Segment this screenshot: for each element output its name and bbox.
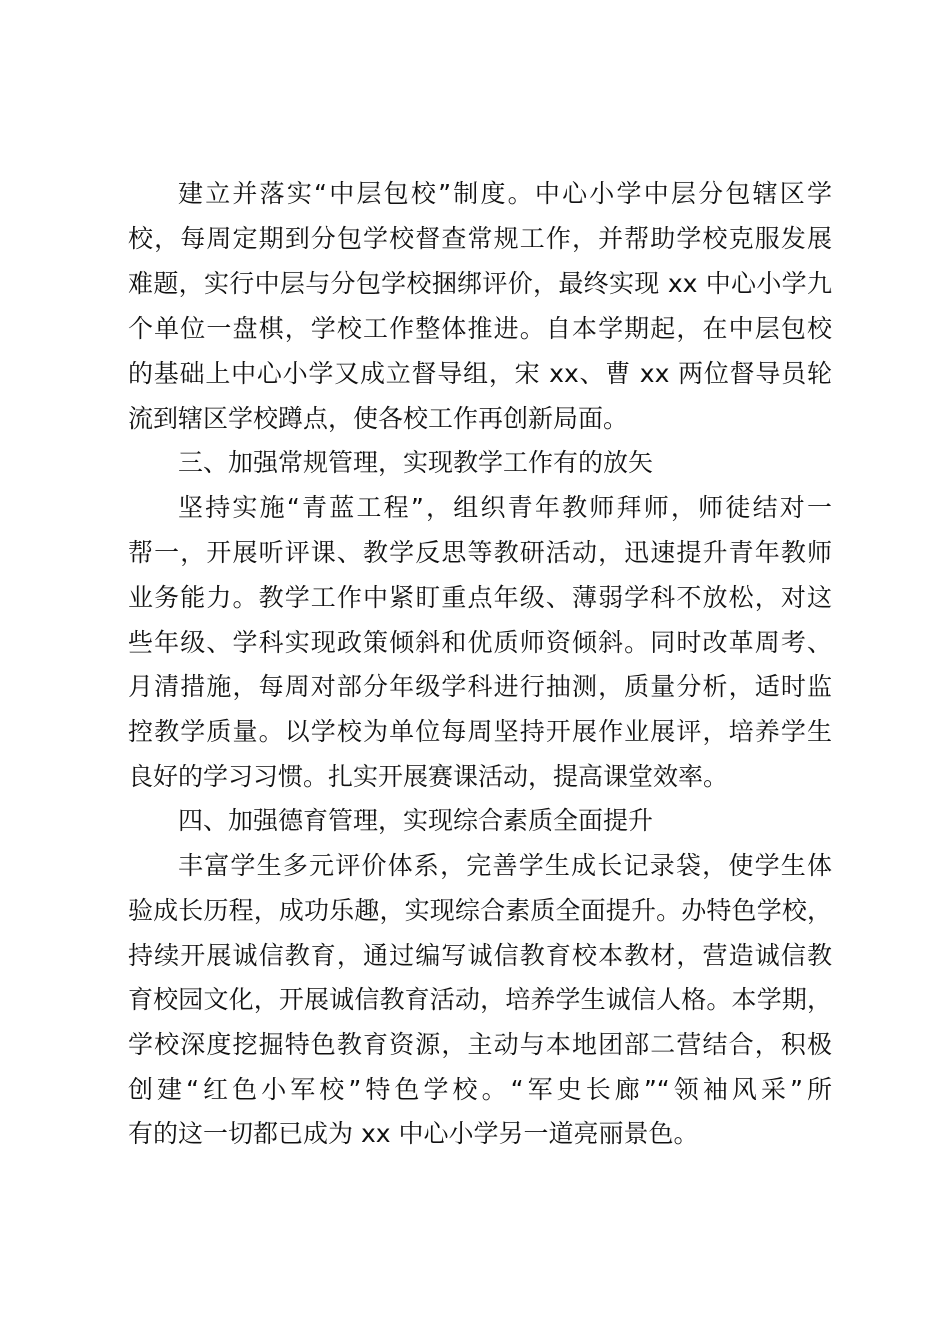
paragraph-2-line-6: 控教学质量。以学校为单位每周坚持开展作业展评，培养学生 (128, 717, 832, 746)
paragraph-1-line-1: 建立并落实“中层包校”制度。中心小学中层分包辖区学 (178, 179, 832, 208)
paragraph-3-line-6: 创建“红色小军校”特色学校。“军史长廊”“领袖风采”所 (128, 1075, 832, 1104)
paragraph-3-line-3: 持续开展诚信教育，通过编写诚信教育校本教材，营造诚信教 (128, 941, 832, 970)
paragraph-2-line-4: 些年级、学科实现政策倾斜和优质师资倾斜。同时改革周考、 (128, 628, 832, 657)
paragraph-3-line-4: 育校园文化，开展诚信教育活动，培养学生诚信人格。本学期， (128, 985, 832, 1014)
section-heading-3: 三、加强常规管理，实现教学工作有的放矢 (178, 448, 654, 477)
paragraph-3-line-5: 学校深度挖掘特色教育资源，主动与本地团部二营结合，积极 (128, 1030, 832, 1059)
paragraph-1-line-5: 的基础上中心小学又成立督导组，宋 xx、曹 xx 两位督导员轮 (128, 359, 832, 388)
paragraph-3-line-1: 丰富学生多元评价体系，完善学生成长记录袋，使学生体 (178, 851, 832, 880)
section-heading-4: 四、加强德育管理，实现综合素质全面提升 (178, 806, 654, 835)
paragraph-2-line-3: 业务能力。教学工作中紧盯重点年级、薄弱学科不放松，对这 (128, 583, 832, 612)
paragraph-2-line-5: 月清措施，每周对部分年级学科进行抽测，质量分析，适时监 (128, 672, 832, 701)
paragraph-3-line-7: 有的这一切都已成为 xx 中心小学另一道亮丽景色。 (128, 1119, 699, 1148)
paragraph-2-line-1: 坚持实施“青蓝工程”，组织青年教师拜师，师徒结对一 (178, 493, 832, 522)
paragraph-1-line-3: 难题，实行中层与分包学校捆绑评价，最终实现 xx 中心小学九 (128, 269, 832, 298)
paragraph-2-line-2: 帮一，开展听评课、教学反思等教研活动，迅速提升青年教师 (128, 538, 832, 567)
paragraph-3-line-2: 验成长历程，成功乐趣，实现综合素质全面提升。办特色学校， (128, 896, 832, 925)
paragraph-1-line-6: 流到辖区学校蹲点，使各校工作再创新局面。 (128, 404, 629, 433)
paragraph-1-line-2: 校，每周定期到分包学校督查常规工作，并帮助学校克服发展 (128, 224, 832, 253)
paragraph-1-line-4: 个单位一盘棋，学校工作整体推进。自本学期起，在中层包校 (128, 314, 832, 343)
paragraph-2-line-7: 良好的学习习惯。扎实开展赛课活动，提高课堂效率。 (128, 762, 729, 791)
